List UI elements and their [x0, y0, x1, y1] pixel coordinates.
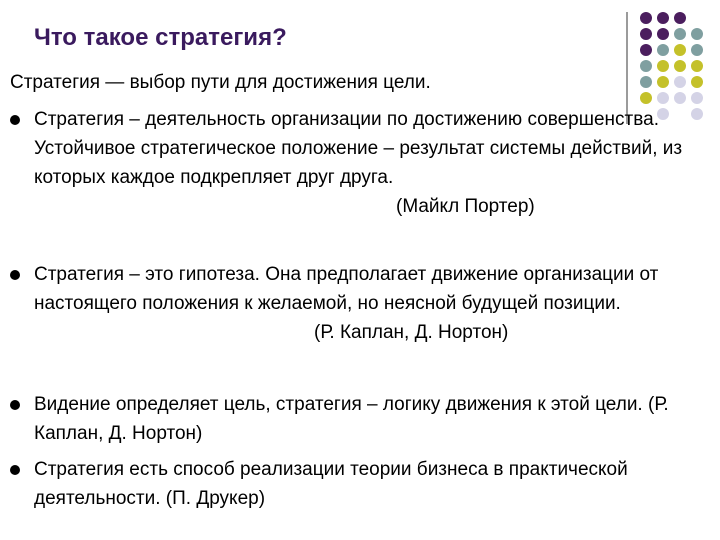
decorative-dot: [674, 76, 686, 88]
decorative-dot: [674, 92, 686, 104]
bullet-icon: [10, 115, 20, 125]
bullet-text: Стратегия есть способ реализации теории бизнеса в практической деятельности. (П. Друкер): [34, 459, 628, 509]
bullet-icon: [10, 270, 20, 280]
decorative-dot: [657, 76, 669, 88]
bullet-item-porter: [34, 105, 694, 221]
decorative-dot: [657, 28, 669, 40]
bullet-item-vision: [34, 390, 694, 448]
decorative-dot: [657, 44, 669, 56]
decorative-dot: [674, 60, 686, 72]
decorative-dot: [640, 76, 652, 88]
decorative-dot: [691, 76, 703, 88]
decorative-dot: [640, 28, 652, 40]
decorative-dot-grid: [640, 12, 703, 120]
decorative-dot: [657, 92, 669, 104]
quote-author: (Р. Каплан, Д. Нортон): [314, 322, 509, 343]
decorative-dot: [657, 12, 669, 24]
quote-author: (Майкл Портер): [396, 196, 535, 217]
decorative-dot: [691, 92, 703, 104]
decorative-dot: [640, 44, 652, 56]
bullet-text: Стратегия – деятельность организации по достижению совершенства. Устойчивое стратегическое положение – результат системы действий, из которых каждое подкрепляет друг друга.: [34, 109, 683, 188]
decorative-dot: [691, 12, 703, 24]
decorative-dot: [640, 92, 652, 104]
decorative-dot: [657, 60, 669, 72]
decorative-dot: [674, 28, 686, 40]
decorative-dot: [640, 12, 652, 24]
decorative-dot: [691, 60, 703, 72]
bullet-icon: [10, 465, 20, 475]
bullet-item-drucker: [34, 455, 694, 513]
slide-title: Что такое стратегия?: [34, 24, 287, 51]
bullet-text: Стратегия – это гипотеза. Она предполагает движение организации от настоящего положения к желаемой, но неясной будущей позиции.: [34, 264, 659, 314]
decorative-dot: [674, 12, 686, 24]
intro-text: Стратегия — выбор пути для достижения цели.: [10, 72, 431, 93]
bullet-item-kaplan-norton-hypothesis: [34, 260, 694, 347]
decorative-dot: [691, 44, 703, 56]
decorative-dot: [640, 60, 652, 72]
decorative-dot: [691, 28, 703, 40]
bullet-text: Видение определяет цель, стратегия – логику движения к этой цели. (Р. Каплан, Д. Нортон): [34, 394, 669, 444]
bullet-icon: [10, 400, 20, 410]
decorative-dot: [674, 44, 686, 56]
